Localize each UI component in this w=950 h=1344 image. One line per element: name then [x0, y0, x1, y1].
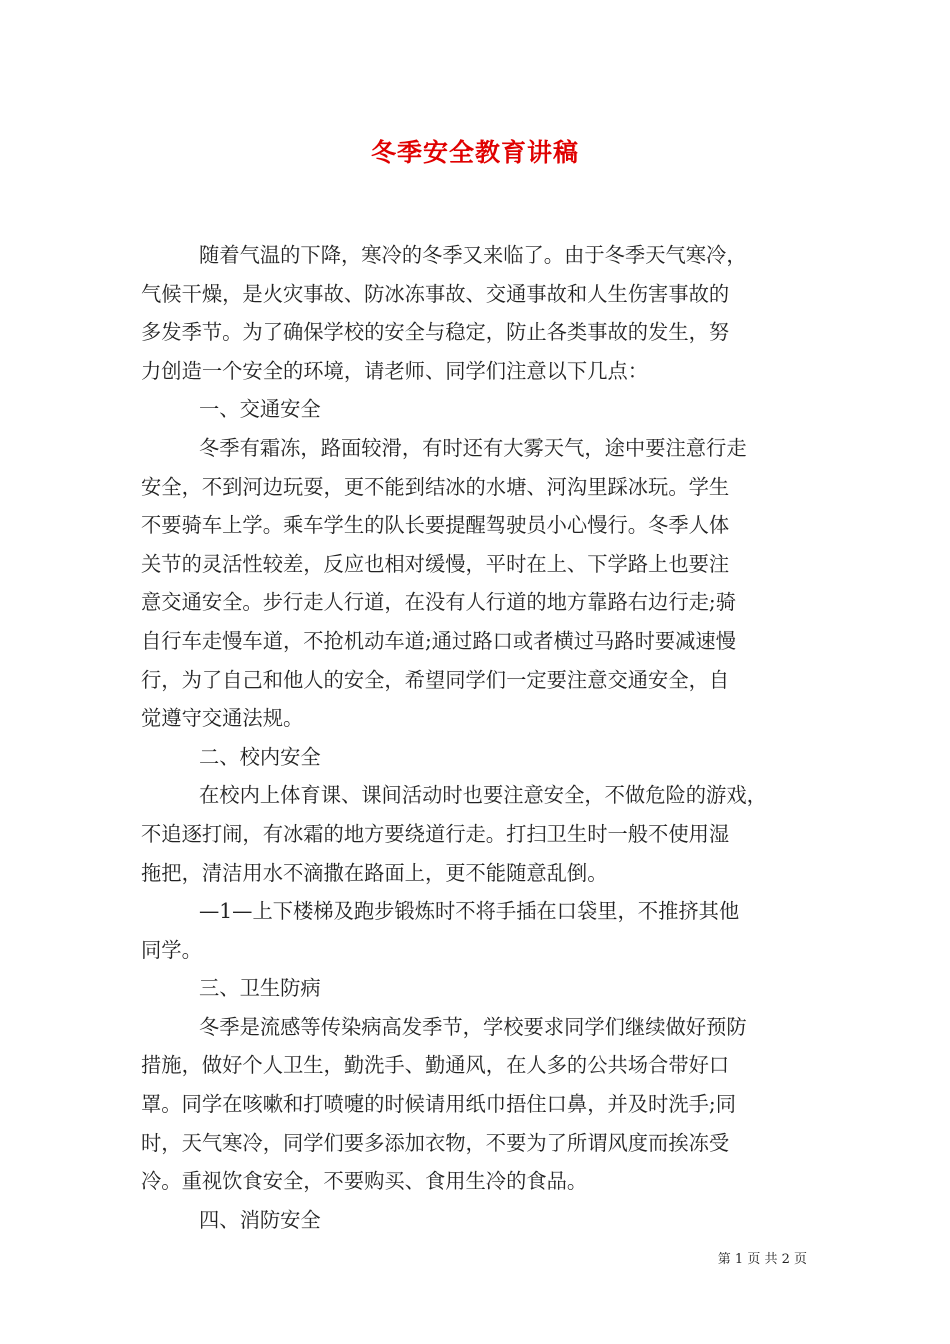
- text-line: 多发季节。为了确保学校的安全与稳定，防止各类事故的发生，努: [141, 320, 730, 345]
- text-line: 力创造一个安全的环境，请老师、同学们注意以下几点：: [141, 358, 649, 383]
- page-number: 第 1 页 共 2 页: [717, 1252, 807, 1267]
- text-line: 气候干燥，是火灾事故、防冰冻事故、交通事故和人生伤害事故的: [141, 281, 730, 306]
- text-line: 自行车走慢车道，不抢机动车道;通过路口或者横过马路时要减速慢: [141, 628, 736, 653]
- text-line: 随着气温的下降，寒冷的冬季又来临了。由于冬季天气寒冷，: [199, 243, 747, 267]
- text-line: 冷。重视饮食安全，不要购买、食用生冷的食品。: [141, 1169, 588, 1194]
- section-heading: 四、消防安全: [199, 1207, 321, 1232]
- text-line: 同学。: [141, 937, 202, 962]
- text-line: 安全，不到河边玩耍，更不能到结冰的水塘、河沟里踩冰玩。学生: [141, 474, 730, 499]
- text-line: 行，为了自己和他人的安全，希望同学们一定要注意交通安全，自: [141, 667, 730, 692]
- text-line: 措施，做好个人卫生，勤洗手、勤通风，在人多的公共场合带好口: [141, 1053, 730, 1078]
- text-line: 罩。同学在咳嗽和打喷嚏的时候请用纸巾捂住口鼻，并及时洗手;同: [141, 1092, 736, 1117]
- text-line: 冬季有霜冻，路面较滑，有时还有大雾天气，途中要注意行走: [199, 435, 747, 460]
- text-line: —1—上下楼梯及跑步锻炼时不将手插在口袋里，不推挤其他: [199, 899, 740, 924]
- text-line: 时，天气寒冷，同学们要多添加衣物，不要为了所谓风度而挨冻受: [141, 1130, 730, 1155]
- text-line: 拖把，清洁用水不滴撒在路面上，更不能随意乱倒。: [141, 860, 608, 885]
- text-line: 意交通安全。步行走人行道，在没有人行道的地方靠路右边行走;骑: [141, 590, 736, 615]
- text-line: 关节的灵活性较差，反应也相对缓慢，平时在上、下学路上也要注: [141, 551, 730, 576]
- section-heading: 二、校内安全: [199, 744, 321, 769]
- document-title: 冬季安全教育讲稿: [370, 138, 579, 167]
- text-line: 在校内上体育课、课间活动时也要注意安全，不做危险的游戏，: [199, 783, 767, 808]
- text-line: 不追逐打闹，有冰霜的地方要绕道行走。打扫卫生时一般不使用湿: [141, 821, 730, 846]
- section-heading: 一、交通安全: [199, 397, 321, 422]
- body-text: [141, 236, 817, 1239]
- text-line: 冬季是流感等传染病高发季节，学校要求同学们继续做好预防: [199, 1014, 747, 1039]
- text-line: 觉遵守交通法规。: [141, 706, 304, 731]
- section-heading: 三、卫生防病: [199, 976, 321, 1001]
- text-line: 不要骑车上学。乘车学生的队长要提醒驾驶员小心慢行。冬季人体: [141, 513, 730, 538]
